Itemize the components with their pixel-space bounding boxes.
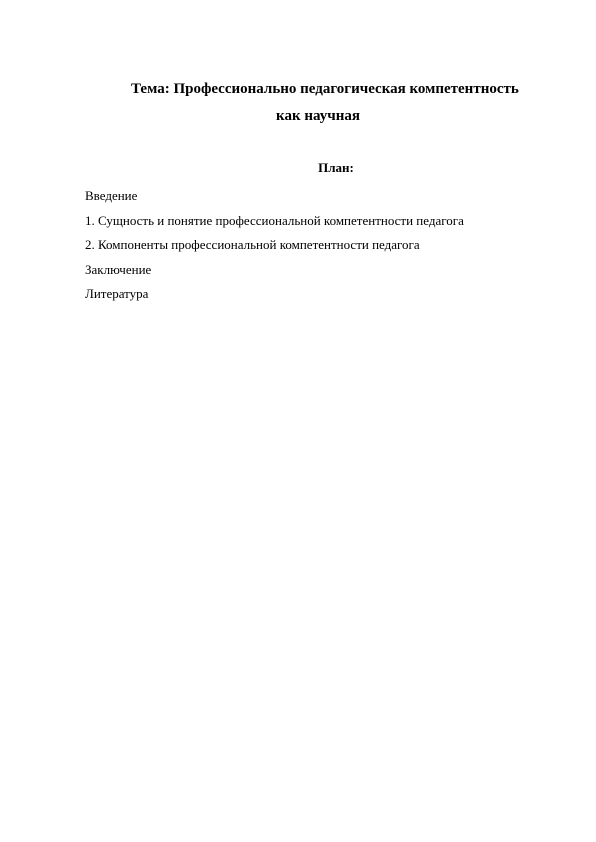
document-title-line-2: как научная: [276, 108, 360, 124]
plan-item-introduction: Введение: [85, 188, 138, 203]
plan-item-conclusion: Заключение: [85, 261, 152, 277]
plan-item-literature: Литература: [85, 286, 149, 302]
plan-list: [85, 184, 464, 307]
plan-heading: План:: [318, 160, 354, 175]
plan-item-section-2: 2. Компоненты профессиональной компетентности педагога: [85, 237, 420, 253]
document-title-line-1: Тема: Профессионально педагогическая компетентность: [131, 81, 519, 97]
plan-item-section-1: 1. Сущность и понятие профессиональной компетентности педагога: [85, 212, 464, 228]
